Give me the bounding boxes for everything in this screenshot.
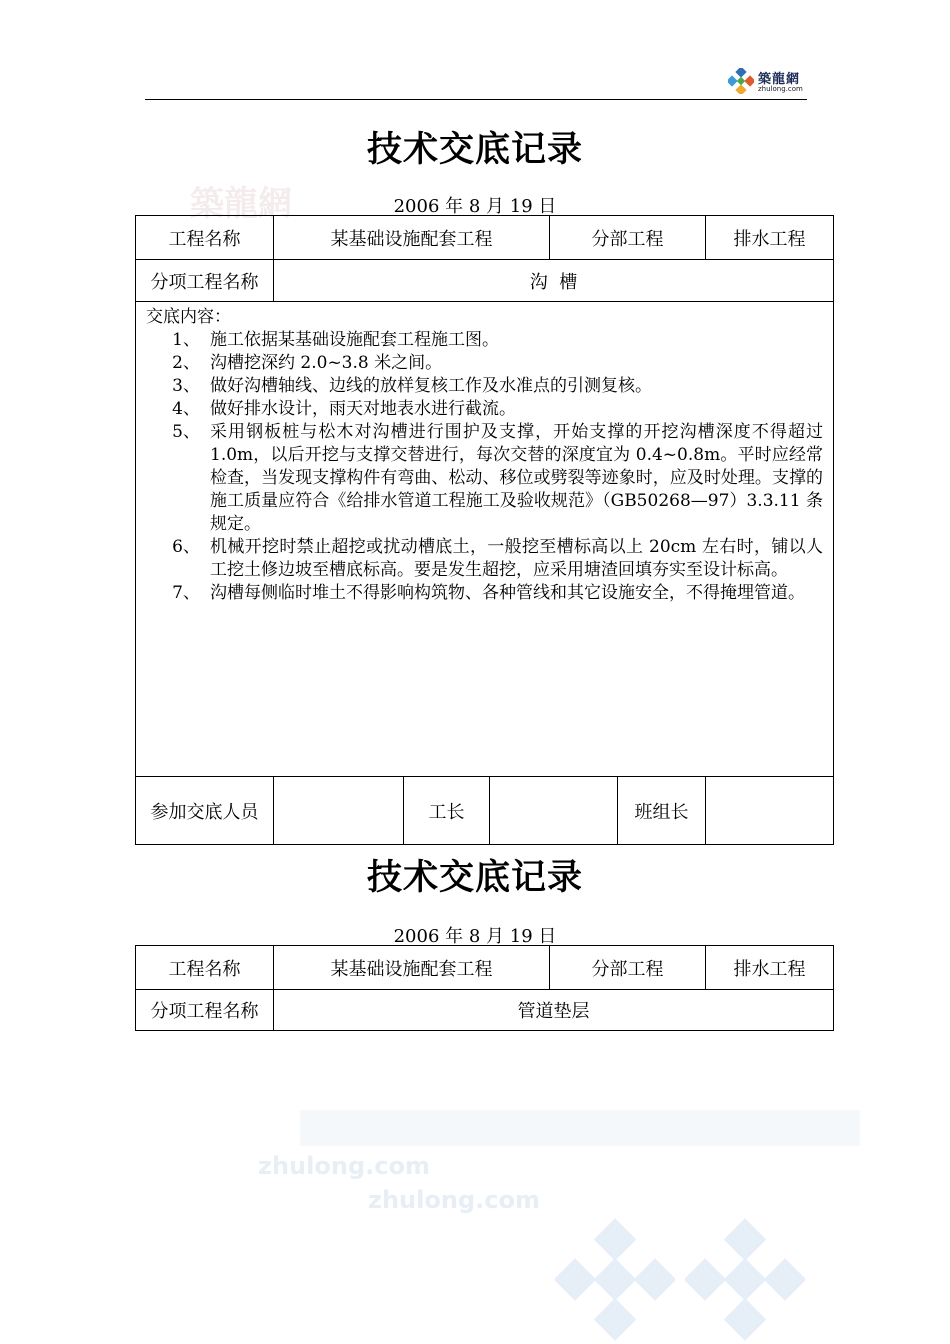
list-item: 5、 采用钢板桩与松木对沟槽进行围护及支撑，开始支撑的开挖沟槽深度不得超过 1.0m，以后开挖与支撑交替进行，每次交替的深度宜为 0.4~0.8m。平时应经常检查，当发现支撑构件有弯曲、松动、移位或劈裂等迹象时，应及时处理。支撑的施工质量应符合《给排水管道工程施工及验收规范》（GB50268—97）3.3.11 条规定。	[172, 422, 824, 534]
project-name-label: 工程名称	[136, 946, 274, 990]
content-label: 交底内容：	[146, 307, 231, 327]
watermark-text-1: zhulong.com	[258, 1152, 430, 1180]
participants-label: 参加交底人员	[136, 777, 274, 845]
record1-date: 2006 年 8 月 19 日	[393, 196, 557, 217]
project-name-label: 工程名称	[136, 216, 274, 260]
watermark-flower-icon	[555, 1215, 675, 1344]
header-divider	[145, 99, 807, 100]
participants-value	[274, 777, 404, 845]
watermark-bar	[300, 1110, 860, 1146]
list-item: 3、 做好沟槽轴线、边线的放样复核工作及水准点的引测复核。	[172, 376, 652, 396]
team-leader-label: 班组长	[618, 777, 706, 845]
subitem-value: 管道垫层	[274, 990, 834, 1031]
record2-title: 技术交底记录	[366, 857, 583, 898]
list-item: 4、 做好排水设计，雨天对地表水进行截流。	[172, 399, 516, 419]
logo-site: zhulong.com	[758, 85, 803, 93]
watermark-text-2: zhulong.com	[368, 1186, 540, 1214]
division-value: 排水工程	[706, 946, 834, 990]
content-cell	[136, 302, 834, 777]
team-leader-value	[706, 777, 834, 845]
division-value: 排水工程	[706, 216, 834, 260]
subitem-label: 分项工程名称	[136, 260, 274, 302]
logo-name: 築龍網	[758, 72, 801, 87]
record2-table	[135, 945, 834, 1031]
watermark-flower-icon-2	[685, 1215, 805, 1344]
project-name-value: 某基础设施配套工程	[274, 946, 550, 990]
record1-table	[135, 215, 834, 845]
watermark-top: 築龍網	[190, 184, 292, 224]
foreman-value	[490, 777, 618, 845]
subitem-value: 沟 槽	[274, 260, 834, 302]
list-item: 7、 沟槽每侧临时堆土不得影响构筑物、各种管线和其它设施安全，不得掩埋管道。	[172, 583, 805, 603]
record1-title: 技术交底记录	[366, 129, 583, 170]
subitem-label: 分项工程名称	[136, 990, 274, 1031]
record2-date: 2006 年 8 月 19 日	[393, 926, 557, 947]
list-item: 2、 沟槽挖深约 2.0~3.8 米之间。	[172, 353, 443, 373]
list-item: 1、 施工依据某基础设施配套工程施工图。	[172, 330, 499, 350]
division-label: 分部工程	[550, 216, 706, 260]
project-name-value: 某基础设施配套工程	[274, 216, 550, 260]
list-item: 6、 机械开挖时禁止超挖或扰动槽底土，一般挖至槽标高以上 20cm 左右时，铺以人工挖土修边坡至槽底标高。要是发生超挖，应采用塘渣回填夯实至设计标高。	[172, 537, 824, 580]
foreman-label: 工长	[404, 777, 490, 845]
division-label: 分部工程	[550, 946, 706, 990]
zhulong-logo	[728, 66, 808, 96]
zhulong-logo-icon	[728, 68, 754, 94]
